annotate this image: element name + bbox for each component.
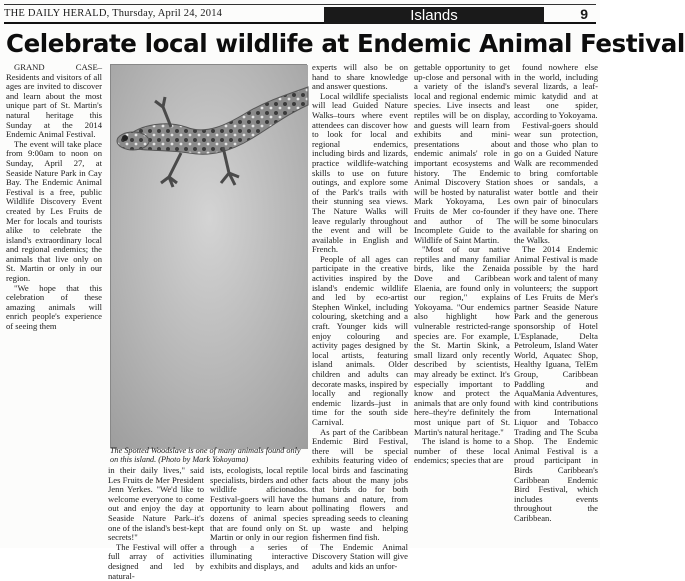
photo-caption: The Spotted Woodslave is one of many animals found only on this island. (Photo by Mark Yokoyama)	[110, 446, 301, 465]
article-column-1	[6, 63, 102, 543]
page-header-bar	[4, 4, 596, 24]
paragraph: found nowhere else in the world, including several lizards, a leaf-mimic katydid and at least one spider, according to Yokoyama.	[514, 62, 598, 120]
paragraph: People of all ages can participate in the creative activities inspired by the island's endemic wildlife and led by eco-artist Stephen Winkel, including colouring, sketching and a craft. Younger kids will enjoy colouring and activity pages designed by local artists, featuring island animals. Older children and adults can decorate masks, inspired by locally and regionally endemic lizards–just in time for the south side Carnival.	[312, 253, 408, 427]
headline: Celebrate local wildlife at Endemic Animal Festival	[6, 29, 685, 58]
paragraph: experts will also be on hand to share knowledge and answer questions.	[312, 62, 408, 92]
article-column-4	[312, 62, 408, 571]
paragraph: Festival-goers should wear sun protection, and those who plan to go on a Guided Nature Walk are recommended to bring comfortable shoes or sandals, a water bottle and their own pair of binoculars if they have one. There will be some binoculars available for sharing on the Walks.	[514, 119, 598, 245]
paragraph: in their daily lives," said Les Fruits de Mer President Jenn Yerkes. "We'd like to welcome everyone to come out and enjoy the day at Seaside Nature Park–it's one of the island's best-kept secrets!"	[108, 465, 204, 543]
article-column-3	[210, 465, 308, 571]
article-column-5	[414, 63, 510, 548]
paragraph: The Festival will offer a full array of activities designed and led by natural-	[108, 541, 204, 581]
article-column-6	[514, 63, 598, 548]
article-column-2	[108, 465, 204, 581]
section-label: Islands	[324, 7, 544, 24]
paragraph: "We hope that this celebration of these amazing animals will enrich people's experience of seeing them	[6, 282, 102, 332]
gecko-photo-image	[111, 65, 308, 449]
gecko-photo	[110, 64, 307, 448]
paragraph: Local wildlife specialists will lead Guided Nature Walks–tours where event attendees can discover how to look for local and regional endemics, including birds and lizards, practice wildlife-watching skills to use on future outings, and explore some of the Park's trails with their stunning sea views. The Nature Walks will leave regularly throughout the event and will be available in English and French.	[312, 90, 408, 255]
paragraph: The Endemic Animal Discovery Station will give adults and kids an unfor-	[312, 541, 408, 571]
paragraph: "Most of our native reptiles and many familiar birds, like the Zenaida Dove and Caribbean Elaenia, are found only in our region," explains Yokoyama. "Our endemics also highlight how vulnerable restricted-range species are. For example, the St. Martin Skink, a small lizard only recently described by scientists, may already be extinct. It's especially important to know and protect the animals that are only found here–they're definitely the most unique part of St. Martin's natural heritage."	[414, 244, 510, 437]
paragraph: ists, ecologists, local reptile specialists, birders and other wildlife aficionados. Festival-goers will have the opportunity to learn about dozens of animal species that are found only on St. Martin or only in our region through a series of illuminating interactive exhibits and displays, and	[210, 465, 308, 571]
paragraph: gettable opportunity to get up-close and personal with a variety of the island's local and regional endemic species. Live insects and reptiles will be on display, and guests will learn from exhibits and mini-presentations about endemic animals' role in important ecosystems and history. The Endemic Animal Discovery Station will be hosted by naturalist Mark Yokoyama, Les Fruits de Mer co-founder and author of The Incomplete Guide to the Wildlife of Saint Martin.	[414, 62, 510, 245]
masthead: THE DAILY HERALD, Thursday, April 24, 2014	[4, 8, 223, 19]
page-number: 9	[580, 6, 588, 22]
paragraph: As part of the Caribbean Endemic Bird Festival, there will be special exhibits featuring video of local birds and fascinating facts about the many jobs that birds do for both humans and nature, from pollinating flowers and spreading seeds to cleaning up waste and helping fishermen find fish.	[312, 426, 408, 543]
paragraph: The 2014 Endemic Animal Festival is made possible by the hard work and talent of many volunteers; the support of Les Fruits de Mer's partner Seaside Nature Park and the generous sponsorship of Hotel L'Esplanade, Delta Petroleum, Island Water World, Aquatec Shop, Healthy Iguana, TelEm Group, Caribbean Paddling and AquaMania Adventures, with kind contributions from International Liquor and Tobacco Trading and The Scuba Shop. The Endemic Animal Festival is a proud participant in Birds Caribbean's Caribbean Endemic Bird Festival, which includes events throughout the Caribbean.	[514, 244, 599, 523]
paragraph: GRAND CASE–Residents and visitors of all ages are invited to discover and learn about the most unique part of St. Martin's natural heritage this Sunday at the 2014 Endemic Animal Festival.	[6, 62, 102, 140]
paragraph: The island is home to a number of these local endemics; species that are	[414, 436, 510, 466]
paragraph: The event will take place from 9:00am to noon on Sunday, April 27, at Seaside Nature Park in Cay Bay. The Endemic Animal Festival is a free, public Wildlife Discovery Event created by Les Fruits de Mer for locals and tourists alike to celebrate the island's extraordinary local and regional endemics; the animals that live only on St. Martin or only in our region.	[6, 138, 102, 284]
